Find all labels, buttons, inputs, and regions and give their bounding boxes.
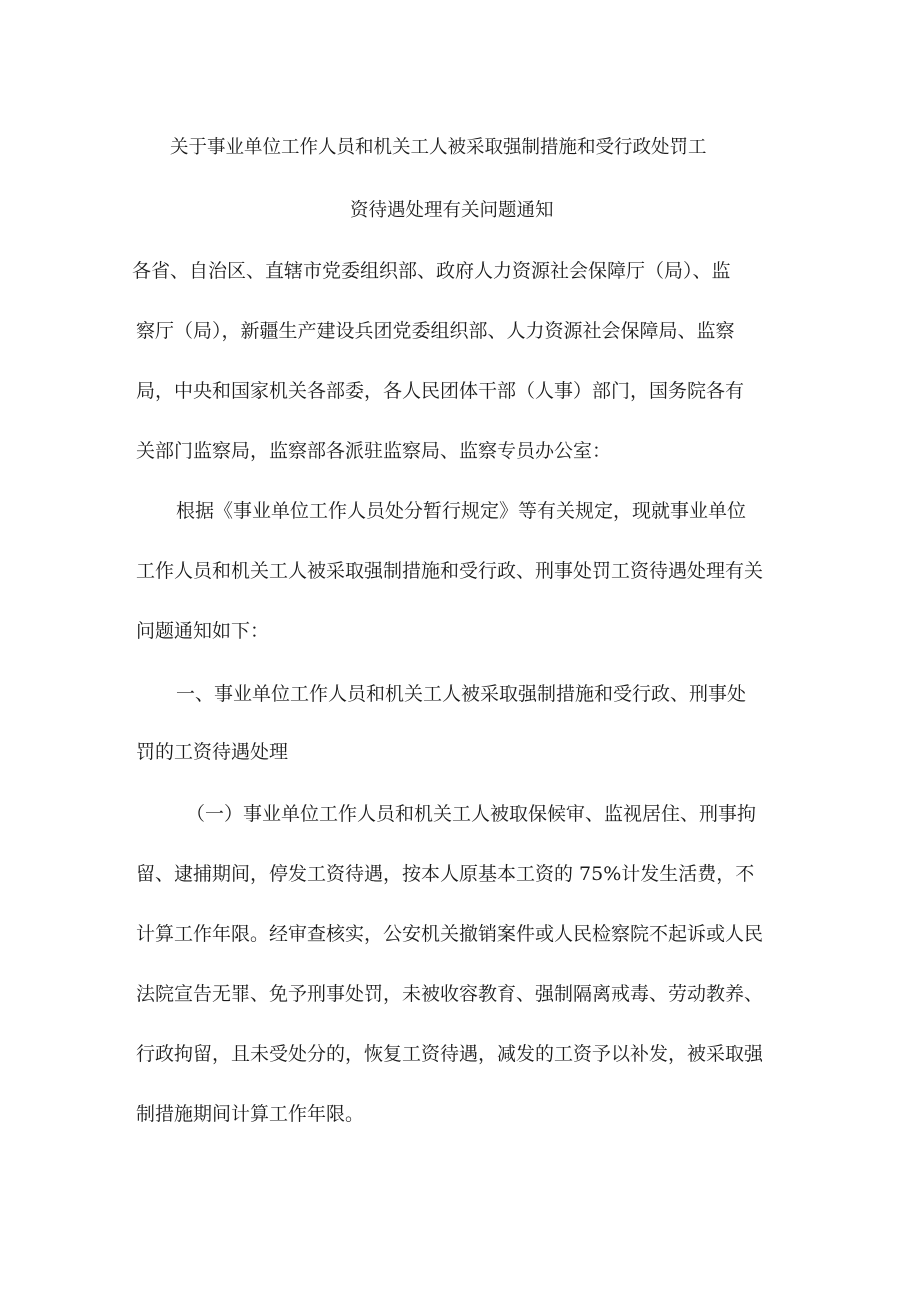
addressee-line-1: 各省、自治区、直辖市党委组织部、政府人力资源社会保障厅（局）、监 xyxy=(132,260,731,282)
item1-line-3: 计算工作年限。经审查核实，公安机关撤销案件或人民检察院不起诉或人民 xyxy=(136,923,764,945)
item1-line-2: 留、逮捕期间，停发工资待遇，按本人原基本工资的 75%计发生活费，不 xyxy=(136,863,755,885)
intro-line-1: 根据《事业单位工作人员处分暂行规定》等有关规定，现就事业单位 xyxy=(176,500,747,522)
item1-line-4: 法院宣告无罪、免予刑事处罚，未被收容教育、强制隔离戒毒、劳动教养、 xyxy=(136,983,764,1005)
addressee-line-4: 关部门监察局，监察部各派驻监察局、监察专员办公室： xyxy=(136,440,612,462)
section1-line-1: 一、事业单位工作人员和机关工人被采取强制措施和受行政、刑事处 xyxy=(176,683,747,705)
addressee-line-2: 察厅（局），新疆生产建设兵团党委组织部、人力资源社会保障局、监察 xyxy=(136,320,735,342)
item1-line-6: 制措施期间计算工作年限。 xyxy=(136,1103,365,1125)
intro-line-2: 工作人员和机关工人被采取强制措施和受行政、刑事处罚工资待遇处理有关 xyxy=(136,560,764,582)
title-line-1: 关于事业单位工作人员和机关工人被采取强制措施和受行政处罚工 xyxy=(170,137,707,158)
addressee-line-3: 局，中央和国家机关各部委，各人民团体干部（人事）部门，国务院各有 xyxy=(136,380,745,402)
item1-line-1: （一）事业单位工作人员和机关工人被取保候审、监视居住、刑事拘 xyxy=(186,803,757,825)
title-line-2: 资待遇处理有关问题通知 xyxy=(350,200,554,221)
intro-line-3: 问题通知如下： xyxy=(136,620,270,642)
section1-line-2: 罚的工资待遇处理 xyxy=(136,741,289,763)
item1-line-5: 行政拘留，且未受处分的，恢复工资待遇，减发的工资予以补发，被采取强 xyxy=(136,1043,764,1065)
